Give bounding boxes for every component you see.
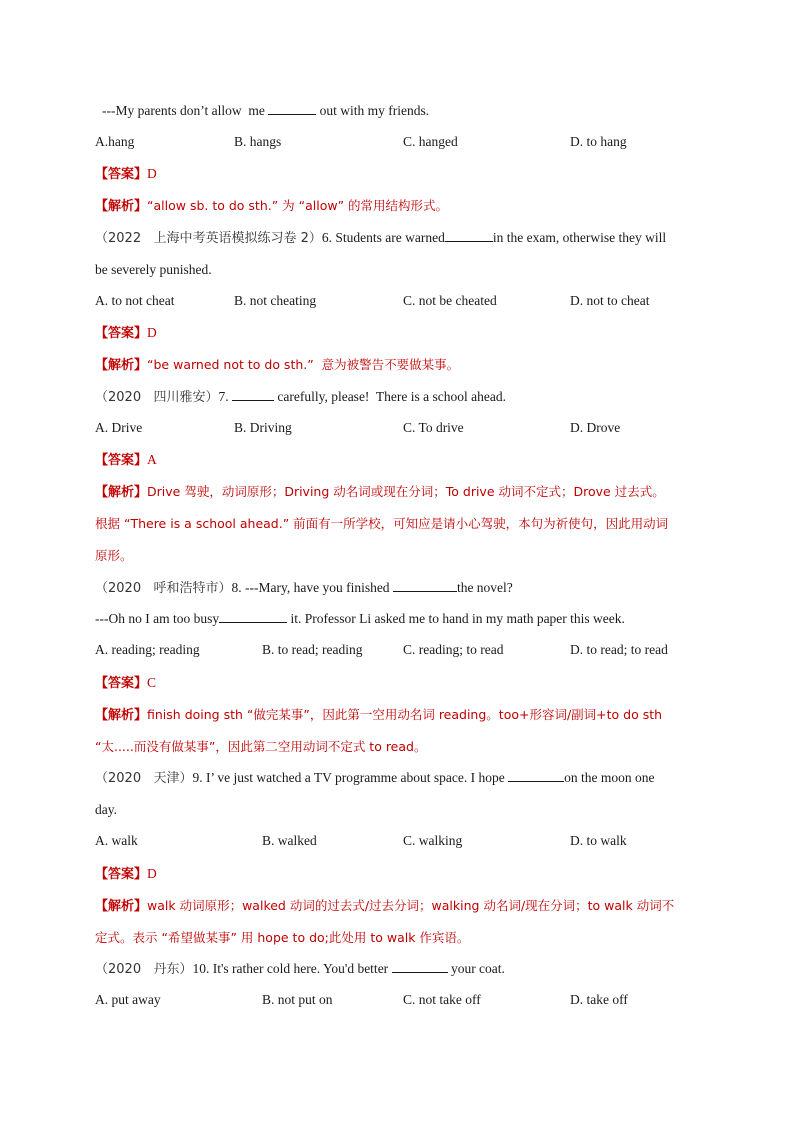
q8-option-b: B. to read; reading (262, 642, 363, 657)
q7-options (95, 420, 715, 438)
q7-answer (95, 451, 157, 470)
q5-blank (268, 102, 316, 115)
q9-stem-post: on the moon one (564, 770, 655, 785)
q7-source: （2020 四川雅安） (95, 390, 219, 405)
q10-option-d: D. take off (570, 992, 628, 1007)
q9-stem-pre: 9. I’ ve just watched a TV programme about space. I hope (192, 770, 509, 785)
q9-option-d: D. to walk (570, 833, 627, 848)
q10-blank (392, 960, 448, 973)
q9-answer-value: D (147, 866, 157, 881)
q5-answer-tag: 【答案】 (95, 167, 148, 182)
q8-explain-tag: 【解析】 (95, 708, 148, 723)
q9-stem (95, 769, 655, 788)
q9-option-b: B. walked (262, 833, 317, 848)
q10-option-c: C. not take off (403, 992, 481, 1007)
q7-option-d: D. Drove (570, 420, 621, 435)
q8-stem-pre: 8. ---Mary, have you finished (231, 580, 393, 595)
q6-stem-line2: be severely punished. (95, 262, 212, 277)
q7-option-a: A. Drive (95, 420, 143, 435)
q7-blank (232, 388, 274, 401)
q6-option-b: B. not cheating (234, 293, 317, 308)
q9-explanation (95, 897, 674, 916)
q6-options (95, 293, 715, 311)
q9-explain-line2: 定式。表示 “希望做某事” 用 hope to do;此处用 to walk 作宾语。 (95, 930, 470, 945)
q8-option-c: C. reading; to read (403, 642, 504, 657)
q8-blank-1 (393, 579, 457, 592)
q6-stem-pre: 6. Students are warned (321, 230, 445, 245)
q9-stem-line2: day. (95, 802, 117, 817)
q8-explanation (95, 706, 662, 725)
q8-source: （2020 呼和浩特市） (95, 581, 232, 596)
q10-source: （2020 丹东） (95, 962, 193, 977)
q5-option-d: D. to hang (570, 134, 627, 149)
q6-option-d: D. not to cheat (570, 293, 650, 308)
q8-explain-line1: finish doing sth “做完某事”，因此第一空用动名词 reading。too+形容词/副词+to do sth (147, 707, 663, 722)
q6-blank (445, 229, 493, 242)
q6-stem (95, 229, 666, 248)
q8-stem-line2 (95, 610, 625, 628)
q10-stem (95, 960, 505, 979)
q9-option-c: C. walking (403, 833, 463, 848)
q8-option-a: A. reading; reading (95, 642, 200, 657)
q8-blank-2 (219, 610, 287, 623)
q10-stem-post: your coat. (447, 961, 505, 976)
q7-explain-line1: Drive 驾驶，动词原形；Driving 动名词或现在分词；To drive 动词不定式；Drove 过去式。 (147, 484, 665, 499)
q8-stem-post: the novel? (456, 580, 513, 595)
q6-explain-tag: 【解析】 (95, 358, 148, 373)
q7-option-c: C. To drive (403, 420, 464, 435)
q7-answer-tag: 【答案】 (95, 453, 148, 468)
q10-option-a: A. put away (95, 992, 161, 1007)
q5-option-b: B. hangs (234, 134, 282, 149)
q8-answer-value: C (147, 675, 157, 690)
q9-answer (95, 865, 157, 884)
q5-options (95, 134, 715, 152)
q9-blank (508, 769, 564, 782)
q6-option-a: A. to not cheat (95, 293, 175, 308)
q6-explain-text: “be warned not to do sth.” 意为被警告不要做某事。 (147, 357, 460, 372)
q6-stem-post: in the exam, otherwise they will (492, 230, 667, 245)
q5-explain-tag: 【解析】 (95, 199, 148, 214)
q5-stem (102, 102, 429, 120)
q8-option-d: D. to read; to read (570, 642, 668, 657)
q7-explain-line2: 根据 “There is a school ahead.” 前面有一所学校，可知应是请小心驾驶，本句为祈使句，因此用动词 (95, 516, 669, 531)
q9-options (95, 833, 715, 851)
q7-explain-tag: 【解析】 (95, 485, 148, 500)
q6-answer-tag: 【答案】 (95, 326, 148, 341)
q6-answer-value: D (147, 325, 157, 340)
q10-options (95, 992, 715, 1010)
q6-explanation (95, 356, 459, 375)
q9-option-a: A. walk (95, 833, 138, 848)
q6-source: （2022 上海中考英语模拟练习卷 2） (95, 231, 322, 246)
q8-stem2-post: it. Professor Li asked me to hand in my math paper this week. (287, 611, 625, 626)
q8-stem2-pre: ---Oh no I am too busy (95, 611, 220, 626)
q5-stem-pre: ---My parents don’t allow me (102, 103, 269, 118)
q7-stem (95, 388, 506, 407)
q6-answer (95, 324, 157, 343)
q9-explain-line1: walk 动词原形；walked 动词的过去式/过去分词；walking 动名词/现在分词；to walk 动词不 (147, 898, 675, 913)
q9-explain-tag: 【解析】 (95, 899, 148, 914)
q5-answer-value: D (147, 166, 157, 181)
q8-answer-tag: 【答案】 (95, 676, 148, 691)
q7-option-b: B. Driving (234, 420, 292, 435)
q9-answer-tag: 【答案】 (95, 867, 148, 882)
q7-answer-value: A (147, 452, 157, 467)
q8-explain-line2: “太.....而没有做某事”，因此第二空用动词不定式 to read。 (95, 739, 427, 754)
q8-options (95, 642, 715, 660)
q8-answer (95, 674, 156, 693)
q5-option-a: A.hang (95, 134, 135, 149)
q5-option-c: C. hanged (403, 134, 458, 149)
q10-option-b: B. not put on (262, 992, 333, 1007)
q5-explain-text: “allow sb. to do sth.” 为 “allow” 的常用结构形式。 (147, 198, 449, 213)
q7-stem-post: carefully, please! There is a school ahead. (273, 389, 507, 404)
q7-explanation (95, 483, 665, 502)
q5-explanation (95, 197, 448, 216)
q10-stem-pre: 10. It's rather cold here. You'd better (192, 961, 392, 976)
q5-stem-post: out with my friends. (316, 103, 430, 118)
q9-source: （2020 天津） (95, 771, 193, 786)
q7-explain-line3: 原形。 (95, 548, 133, 563)
q7-stem-pre: 7. (218, 389, 232, 404)
q6-option-c: C. not be cheated (403, 293, 497, 308)
q8-stem (95, 579, 513, 598)
q5-answer (95, 165, 157, 184)
